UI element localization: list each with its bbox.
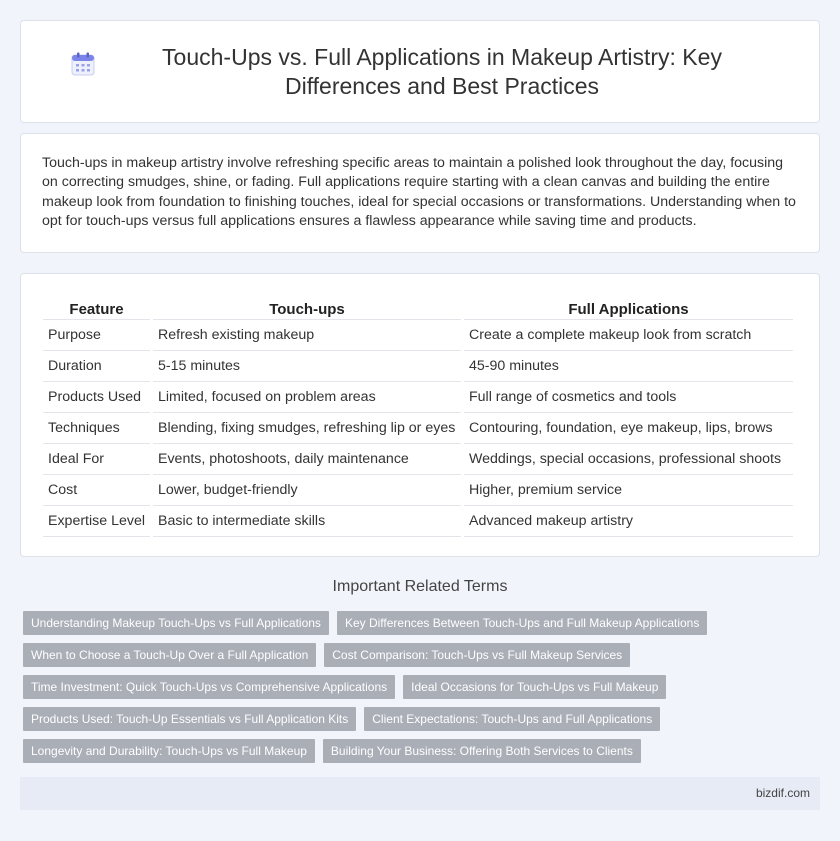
table-header-cell: Touch-ups xyxy=(153,294,461,320)
table-row xyxy=(43,382,793,413)
table-cell: Limited, focused on problem areas xyxy=(153,382,461,413)
related-term-link[interactable]: Understanding Makeup Touch-Ups vs Full Applications xyxy=(23,611,329,635)
table-cell: Higher, premium service xyxy=(464,475,793,506)
footer xyxy=(20,777,820,810)
table-header-cell: Feature xyxy=(43,294,150,320)
intro-card xyxy=(20,133,820,253)
table-cell: Duration xyxy=(43,351,150,382)
table-header-row xyxy=(43,294,793,320)
table-cell: Refresh existing makeup xyxy=(153,320,461,351)
table-cell: Expertise Level xyxy=(43,506,150,537)
table-row xyxy=(43,475,793,506)
table-cell: Purpose xyxy=(43,320,150,351)
table-cell: Advanced makeup artistry xyxy=(464,506,793,537)
related-term-link[interactable]: Time Investment: Quick Touch-Ups vs Comprehensive Applications xyxy=(23,675,395,699)
table-cell: Basic to intermediate skills xyxy=(153,506,461,537)
page-title: Touch-Ups vs. Full Applications in Makeup Artistry: Key Differences and Best Practices xyxy=(162,43,722,99)
related-term-link[interactable]: Client Expectations: Touch-Ups and Full Applications xyxy=(364,707,660,731)
related-term-link[interactable]: Key Differences Between Touch-Ups and Full Makeup Applications xyxy=(337,611,707,635)
intro-paragraph: Touch-ups in makeup artistry involve refreshing specific areas to maintain a polished look throughout the day, focusing on correcting smudges, shine, or fading. Full applications require starting with a clean canvas and building the entire makeup look from foundation to finishing touches, ideal for special occasions or transformations. Understanding when to opt for touch-ups versus full applications ensures a flawless appearance while saving time and products. xyxy=(42,155,796,229)
related-term-link[interactable]: Longevity and Durability: Touch-Ups vs Full Makeup xyxy=(23,739,315,763)
table-cell: Cost xyxy=(43,475,150,506)
table-cell: Lower, budget-friendly xyxy=(153,475,461,506)
related-term-link[interactable]: Ideal Occasions for Touch-Ups vs Full Makeup xyxy=(403,675,666,699)
calendar-icon xyxy=(70,51,96,77)
table-row xyxy=(43,506,793,537)
comparison-table-card xyxy=(20,273,820,557)
header-card xyxy=(20,20,820,123)
table-row xyxy=(43,413,793,444)
table-row xyxy=(43,320,793,351)
table-cell: Blending, fixing smudges, refreshing lip or eyes xyxy=(153,413,461,444)
related-terms-title: Important Related Terms xyxy=(332,578,508,595)
related-term-link[interactable]: Products Used: Touch-Up Essentials vs Full Application Kits xyxy=(23,707,356,731)
table-row xyxy=(43,444,793,475)
table-cell: Events, photoshoots, daily maintenance xyxy=(153,444,461,475)
table-cell: Full range of cosmetics and tools xyxy=(464,382,793,413)
table-cell: 5-15 minutes xyxy=(153,351,461,382)
related-terms-list xyxy=(23,611,823,771)
table-cell: 45-90 minutes xyxy=(464,351,793,382)
table-cell: Weddings, special occasions, professional shoots xyxy=(464,444,793,475)
related-term-link[interactable]: Cost Comparison: Touch-Ups vs Full Makeup Services xyxy=(324,643,630,667)
related-term-link[interactable]: When to Choose a Touch-Up Over a Full Application xyxy=(23,643,316,667)
table-cell: Products Used xyxy=(43,382,150,413)
table-row xyxy=(43,351,793,382)
table-cell: Ideal For xyxy=(43,444,150,475)
table-cell: Techniques xyxy=(43,413,150,444)
footer-brand-link[interactable]: bizdif.com xyxy=(755,786,810,800)
table-cell: Create a complete makeup look from scratch xyxy=(464,320,793,351)
table-header-cell: Full Applications xyxy=(464,294,793,320)
comparison-table xyxy=(40,294,796,537)
related-term-link[interactable]: Building Your Business: Offering Both Services to Clients xyxy=(323,739,641,763)
table-cell: Contouring, foundation, eye makeup, lips, brows xyxy=(464,413,793,444)
